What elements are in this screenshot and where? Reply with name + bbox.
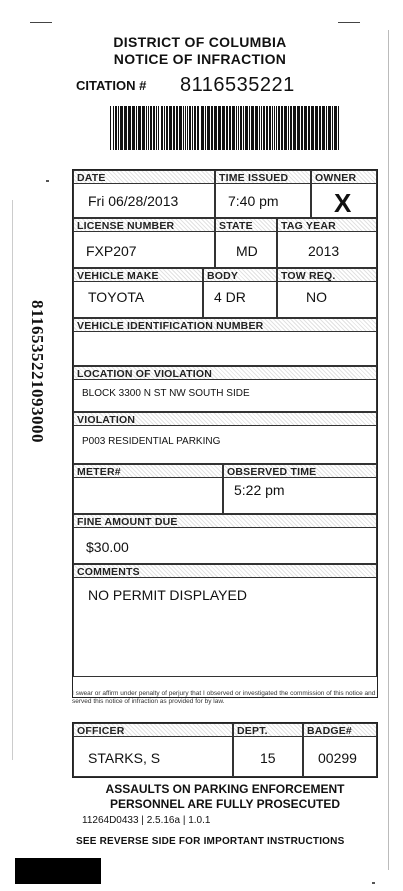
- page-edge: [12, 200, 13, 760]
- tag-year-value: 2013: [308, 243, 340, 259]
- reverse-side-note: SEE REVERSE SIDE FOR IMPORTANT INSTRUCTIONS: [76, 836, 345, 847]
- time-issued-label: TIME ISSUED: [219, 172, 289, 184]
- officer-label: OFFICER: [77, 725, 125, 737]
- dept-label: DEPT.: [237, 725, 268, 737]
- vin-label: VEHICLE IDENTIFICATION NUMBER: [77, 320, 264, 332]
- vehicle-make-label: VEHICLE MAKE: [77, 270, 159, 282]
- scan-speck: [372, 882, 375, 884]
- page-edge: [388, 30, 389, 870]
- assault-warning-line2: PERSONNEL ARE FULLY PROSECUTED: [109, 797, 341, 811]
- violation-label: VIOLATION: [77, 414, 136, 426]
- vehicle-make-value: TOYOTA: [88, 289, 145, 305]
- fine-cell: [73, 514, 377, 564]
- perjury-statement: I swear or affirm under penalty of perjury that I observed or investigated the commission of this notice and served this notice of infraction as provided for by law.: [72, 690, 376, 705]
- violation-value: P003 RESIDENTIAL PARKING: [82, 436, 221, 447]
- meter-label: METER#: [77, 466, 121, 478]
- body-cell: [203, 268, 277, 318]
- time-issued-value: 7:40 pm: [228, 193, 279, 209]
- comments-value: NO PERMIT DISPLAYED: [88, 587, 247, 603]
- observed-time-value: 5:22 pm: [234, 482, 285, 498]
- citation-form: [72, 169, 378, 698]
- assault-warning-line1: ASSAULTS ON PARKING ENFORCEMENT: [105, 782, 345, 796]
- document-title: NOTICE OF INFRACTION: [113, 51, 287, 67]
- body-value: 4 DR: [214, 289, 246, 305]
- location-value: BLOCK 3300 N ST NW SOUTH SIDE: [82, 388, 250, 399]
- dept-value: 15: [260, 750, 276, 766]
- officer-table: [72, 722, 378, 778]
- date-label: DATE: [77, 172, 106, 184]
- agency-title: DISTRICT OF COLUMBIA: [113, 34, 287, 50]
- vin-cell: [73, 318, 377, 366]
- form-codes: 11264D0433 | 2.5.16a | 1.0.1: [82, 815, 211, 826]
- observed-time-cell: [223, 464, 377, 514]
- license-value: FXP207: [86, 243, 137, 259]
- officer-value: STARKS, S: [88, 750, 161, 766]
- comments-label: COMMENTS: [77, 566, 140, 578]
- owner-label: OWNER: [315, 172, 357, 184]
- scan-speck: [46, 180, 49, 182]
- tow-req-cell: [277, 268, 377, 318]
- badge-value: 00299: [318, 750, 357, 766]
- date-value: Fri 06/28/2013: [88, 193, 179, 209]
- violation-cell: [73, 412, 377, 464]
- license-label: LICENSE NUMBER: [77, 220, 175, 232]
- tow-req-label: TOW REQ.: [281, 270, 336, 282]
- state-value: MD: [236, 243, 258, 259]
- side-ticket-number: 8116535221093000: [28, 300, 47, 444]
- location-cell: [73, 366, 377, 412]
- tag-year-label: TAG YEAR: [281, 220, 336, 232]
- meter-cell: [73, 464, 223, 514]
- license-cell: [73, 218, 215, 268]
- redaction-block: [15, 858, 101, 884]
- location-label: LOCATION OF VIOLATION: [77, 368, 213, 380]
- comments-cell: [73, 564, 377, 677]
- scan-artifact: [338, 22, 360, 23]
- state-label: STATE: [219, 220, 253, 232]
- state-cell: [215, 218, 277, 268]
- citation-number: 8116535221: [180, 74, 295, 96]
- time-issued-cell: [215, 170, 311, 218]
- date-cell: [73, 170, 215, 218]
- owner-cell: [311, 170, 377, 218]
- citation-label: CITATION #: [76, 78, 147, 93]
- scan-artifact: [30, 22, 52, 23]
- officer-cell: [73, 723, 233, 777]
- observed-time-label: OBSERVED TIME: [227, 466, 317, 478]
- vehicle-make-cell: [73, 268, 203, 318]
- tag-year-cell: [277, 218, 377, 268]
- badge-cell: [303, 723, 377, 777]
- body-label: BODY: [207, 270, 239, 282]
- dept-cell: [233, 723, 303, 777]
- badge-label: BADGE#: [307, 725, 352, 737]
- fine-label: FINE AMOUNT DUE: [77, 516, 178, 528]
- tow-req-value: NO: [306, 289, 327, 305]
- fine-value: $30.00: [86, 539, 129, 555]
- barcode: [110, 106, 342, 150]
- owner-mark: X: [334, 188, 352, 218]
